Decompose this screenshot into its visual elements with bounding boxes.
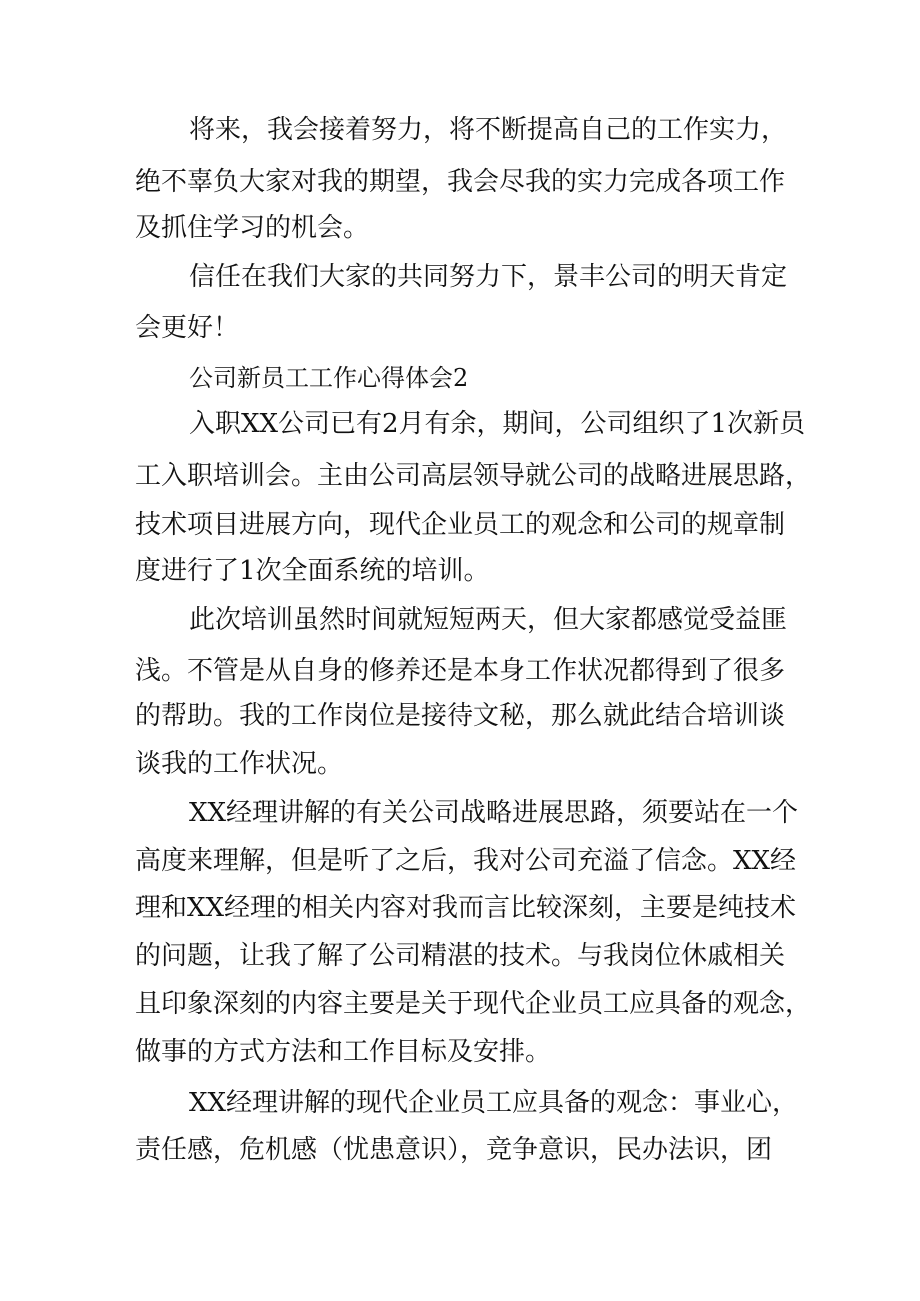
- paragraph-5-line-3: 理和XX经理的相关内容对我而言比较深刻，主要是纯技术: [135, 893, 797, 923]
- section-heading: 公司新员工工作心得体会2: [189, 364, 469, 392]
- paragraph-5-line-1: XX经理讲解的有关公司战略进展思路，须要站在一个: [189, 798, 799, 828]
- paragraph-5-line-4: 的问题，让我了解了公司精湛的技术。与我岗位休戚相关: [135, 941, 786, 971]
- paragraph-6-line-1: XX经理讲解的现代企业员工应具备的观念：事业心，: [189, 1088, 799, 1118]
- paragraph-1-line-3: 及抓住学习的机会。: [135, 213, 370, 243]
- paragraph-2-line-2: 会更好！: [135, 313, 240, 343]
- paragraph-3-line-2: 工入职培训会。主由公司高层领导就公司的战略进展思路，: [135, 461, 812, 491]
- paragraph-5-line-5: 且印象深刻的内容主要是关于现代企业员工应具备的观念，: [135, 989, 812, 1019]
- paragraph-4-line-2: 浅。不管是从自身的修养还是本身工作状况都得到了很多: [135, 656, 786, 686]
- paragraph-4-line-1: 此次培训虽然时间就短短两天，但大家都感觉受益匪: [189, 605, 788, 635]
- paragraph-3-line-4: 度进行了1次全面系统的培训。: [135, 556, 490, 586]
- paragraph-4-line-3: 的帮助。我的工作岗位是接待文秘，那么就此结合培训谈: [135, 701, 786, 731]
- paragraph-6-line-2: 责任感，危机感（忧患意识），竞争意识，民办法识，团: [135, 1135, 773, 1165]
- paragraph-3-line-1: 入职XX公司已有2月有余，期间，公司组织了1次新员: [189, 409, 806, 439]
- paragraph-4-line-4: 谈我的工作状况。: [135, 749, 344, 779]
- paragraph-5-line-6: 做事的方式方法和工作目标及安排。: [135, 1037, 552, 1067]
- paragraph-1-line-2: 绝不辜负大家对我的期望，我会尽我的实力完成各项工作: [135, 167, 786, 197]
- paragraph-3-line-3: 技术项目进展方向，现代企业员工的观念和公司的规章制: [135, 510, 786, 540]
- paragraph-1-line-1: 将来，我会接着努力，将不断提高自己的工作实力，: [189, 115, 788, 145]
- paragraph-2-line-1: 信任在我们大家的共同努力下，景丰公司的明天肯定: [189, 262, 788, 292]
- paragraph-5-line-2: 高度来理解，但是听了之后，我对公司充溢了信念。XX经: [135, 846, 797, 876]
